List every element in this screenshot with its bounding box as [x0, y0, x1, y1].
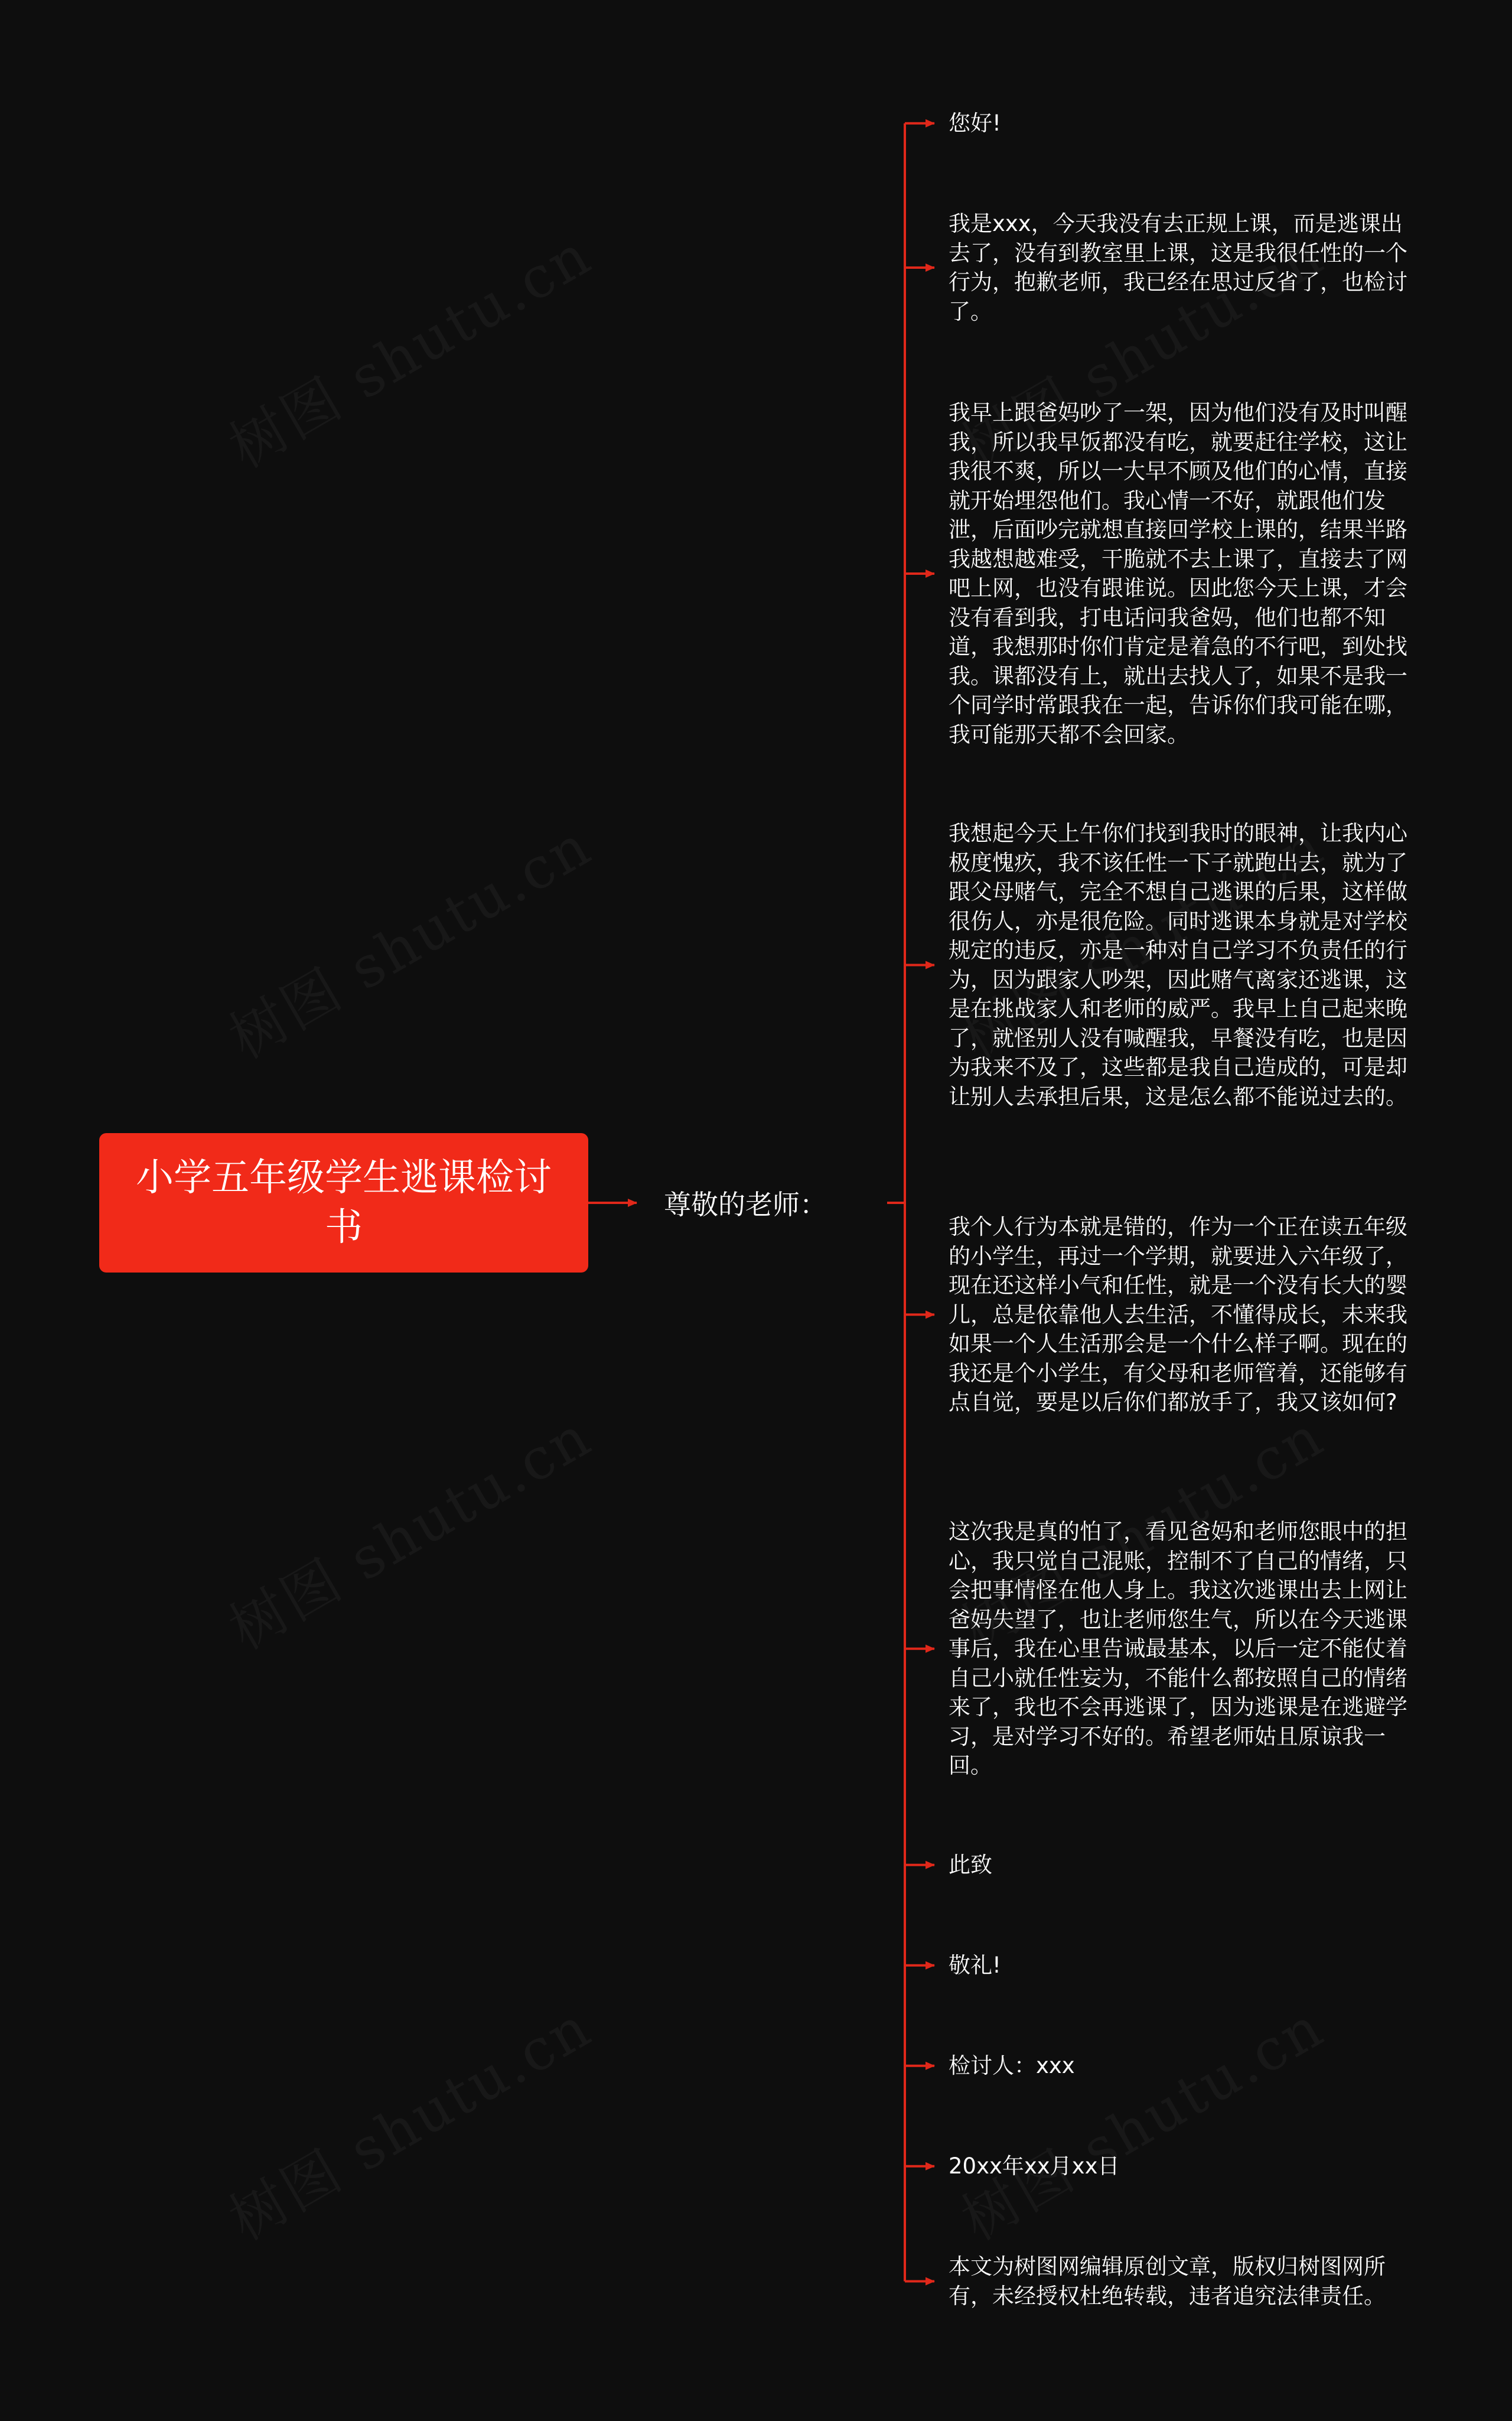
leaf-text: 我个人行为本就是错的，作为一个正在读五年级的小学生，再过一个学期，就要进入六年级了，现在还这样小气和任性，就是一个没有长大的婴儿，总是依靠他人去生活，不懂得成长，未来我如果一个人生活那会是一个什么样子啊。现在的我还是个小学生，有父母和老师管着，还能够有点自觉，要是以后你们都放手了，我又该如何? — [949, 1214, 1407, 1415]
leaf-text: 20xx年xx月xx日 — [949, 2153, 1120, 2179]
leaf-node[interactable] — [949, 2252, 1409, 2311]
root-topic-title: 小学五年级学生逃课检讨书 — [136, 1156, 552, 1249]
leaf-connectors — [905, 123, 934, 2282]
branch-topic-node[interactable] — [664, 1179, 841, 1226]
leaf-text: 此致 — [949, 1852, 992, 1877]
leaf-text: 您好! — [949, 110, 1001, 136]
leaf-node[interactable] — [949, 1850, 1409, 1880]
leaf-node[interactable] — [949, 1951, 1409, 1980]
leaf-text: 检讨人：xxx — [949, 2053, 1075, 2078]
root-topic-node[interactable] — [99, 1133, 588, 1273]
leaf-node[interactable] — [949, 109, 1409, 138]
leaf-node[interactable] — [949, 1517, 1409, 1781]
leaf-node[interactable] — [949, 819, 1409, 1111]
leaf-node[interactable] — [949, 1212, 1409, 1417]
leaf-text: 我想起今天上午你们找到我时的眼神，让我内心极度愧疚，我不该任性一下子就跑出去，就为了跟父母赌气，完全不想自己逃课的后果，这样做很伤人，亦是很危险。同时逃课本身就是对学校规定的违反，亦是一种对自己学习不负责任的行为，因为跟家人吵架，因此赌气离家还逃课，这是在挑战家人和老师的威严。我早上自己起来晚了，就怪别人没有喊醒我，早餐没有吃，也是因为我来不及了，这些都是我自己造成的，可是却让别人去承担后果，这是怎么都不能说过去的。 — [949, 821, 1407, 1109]
leaf-text: 我早上跟爸妈吵了一架，因为他们没有及时叫醒我，所以我早饭都没有吃，就要赶往学校，这让我很不爽，所以一大早不顾及他们的心情，直接就开始埋怨他们。我心情一不好，就跟他们发泄，后面吵完就想直接回学校上课的，结果半路我越想越难受，干脆就不去上课了，直接去了网吧上网，也没有跟谁说。因此您今天上课，才会没有看到我，打电话问我爸妈，他们也都不知道，我想那时你们肯定是着急的不行吧，到处找我。课都没有上，就出去找人了，如果不是我一个同学时常跟我在一起，告诉你们我可能在哪，我可能那天都不会回家。 — [949, 400, 1407, 747]
leaf-text: 我是xxx，今天我没有去正规上课，而是逃课出去了，没有到教室里上课，这是我很任性的一个行为，抱歉老师，我已经在思过反省了，也检讨了。 — [949, 211, 1407, 324]
leaf-node[interactable] — [949, 398, 1409, 749]
leaf-text: 这次我是真的怕了，看见爸妈和老师您眼中的担心，我只觉自己混账，控制不了自己的情绪，只会把事情怪在他人身上。我这次逃课出去上网让爸妈失望了，也让老师您生气，所以在今天逃课事后，我在心里告诫最基本，以后一定不能仗着自己小就任性妄为，不能什么都按照自己的情绪来了，我也不会再逃课了，因为逃课是在逃避学习，是对学习不好的。希望老师姑且原谅我一回。 — [949, 1519, 1407, 1778]
leaf-node[interactable] — [949, 2152, 1409, 2181]
branch-topic-label: 尊敬的老师： — [664, 1189, 827, 1221]
leaf-node[interactable] — [949, 209, 1409, 326]
leaf-node[interactable] — [949, 2051, 1409, 2081]
leaf-text: 本文为树图网编辑原创文章，版权归树图网所有，未经授权杜绝转载，违者追究法律责任。 — [949, 2254, 1386, 2309]
leaf-text: 敬礼! — [949, 1953, 1001, 1978]
